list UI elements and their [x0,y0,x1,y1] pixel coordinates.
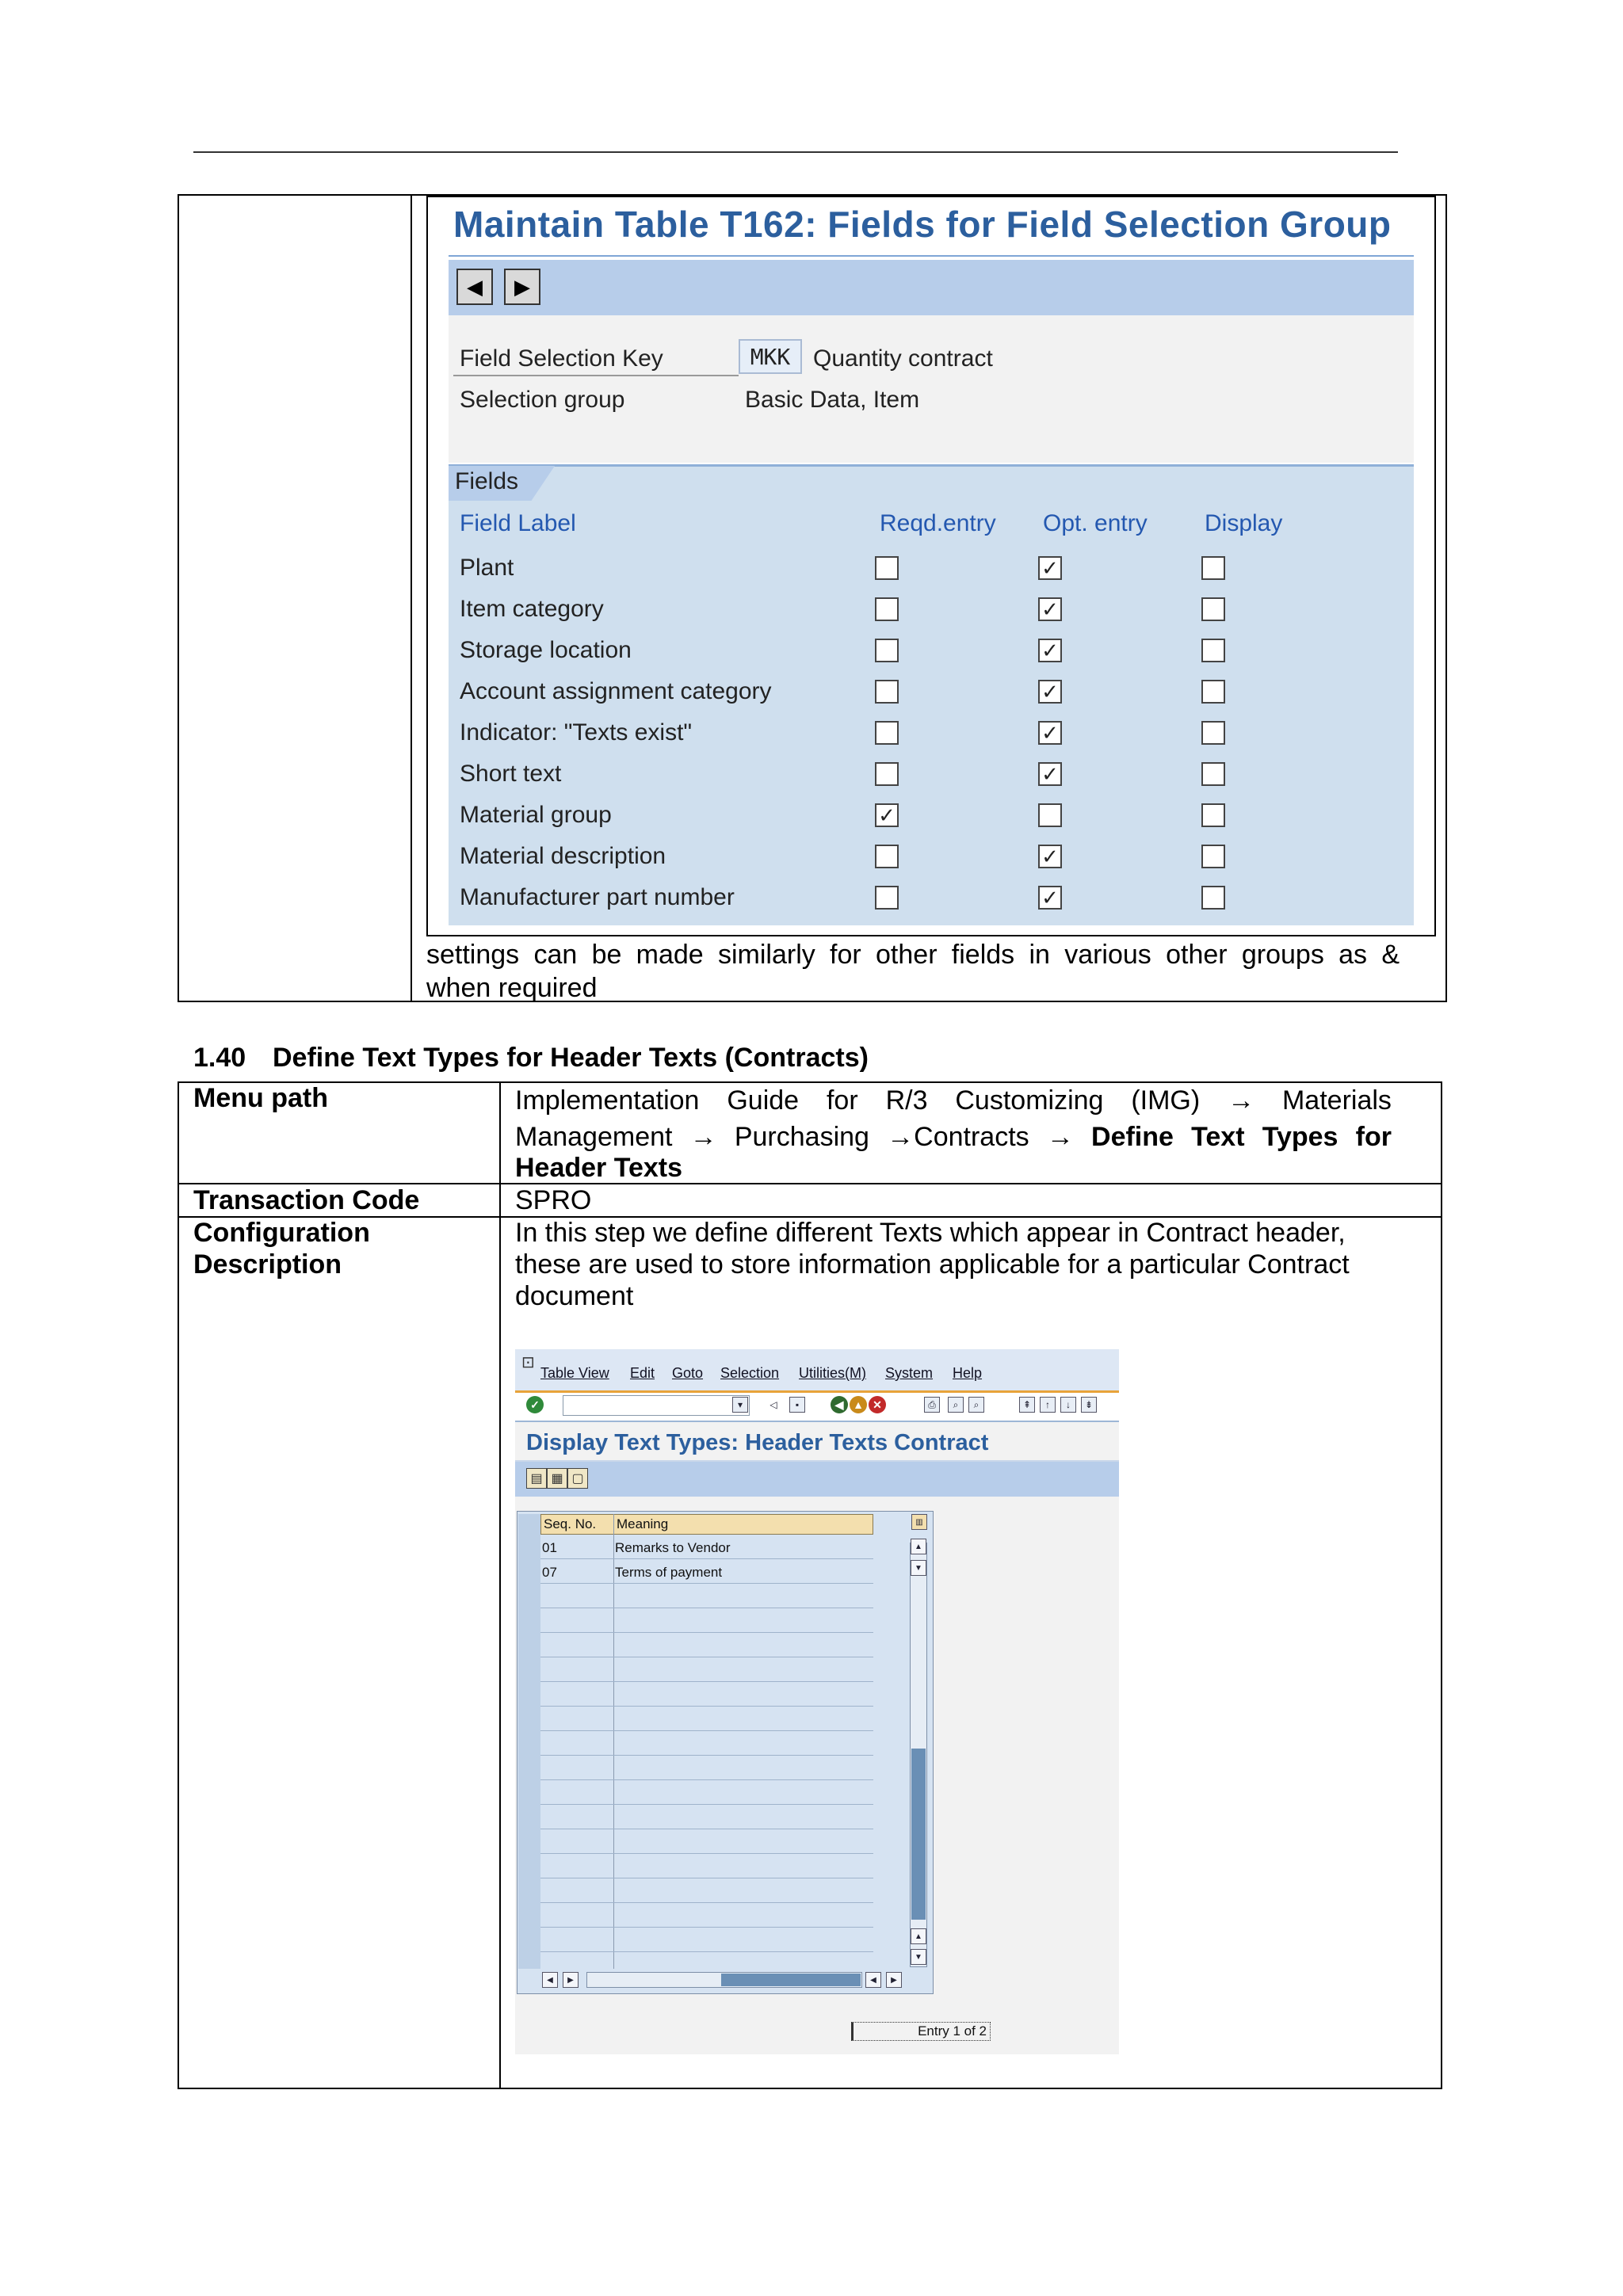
menu-path-word: Materials [1281,1085,1392,1116]
menu-path-word: (IMG) [1131,1085,1201,1116]
row-selector-column[interactable] [518,1514,540,1969]
deselect-all-icon[interactable]: ▢ [567,1468,588,1489]
checkbox-display[interactable] [1201,639,1225,662]
menu-path-word: Customizing [955,1085,1104,1116]
grid-header-meaning[interactable]: Meaning [617,1516,669,1531]
save-icon[interactable]: ▪ [789,1397,805,1413]
field-row-label: Account assignment category [460,678,772,704]
grid-row-line [540,1755,873,1756]
menu-path-line-3: Header Texts [515,1153,683,1183]
select-all-icon[interactable]: ▦ [547,1468,567,1489]
menu-table-view[interactable]: Table View [540,1365,609,1381]
screen-title: Maintain Table T162: Fields for Field Selection Group [453,204,1392,245]
menu-path-word: for [826,1085,858,1116]
menu-path-word: for [1355,1122,1392,1152]
table-column-divider [411,194,412,1002]
checkbox-reqd[interactable] [875,762,899,786]
checkbox-display[interactable] [1201,556,1225,580]
checkbox-opt[interactable]: ✓ [1038,845,1062,868]
command-field[interactable] [563,1395,750,1416]
field-selection-key-label: Field Selection Key [460,345,663,372]
grid-row-line [540,1632,873,1633]
checkbox-reqd[interactable] [875,721,899,745]
grid-row-line [540,1730,873,1731]
checkbox-opt[interactable]: ✓ [1038,721,1062,745]
menu-edit[interactable]: Edit [630,1365,655,1381]
checkbox-display[interactable] [1201,803,1225,827]
menu-path-word: → [1228,1085,1255,1116]
back-icon[interactable]: ◀ [831,1396,848,1413]
grid-row-line [540,1558,873,1559]
last-page-icon[interactable]: ⇟ [1081,1397,1097,1413]
checkbox-opt[interactable]: ✓ [1038,680,1062,704]
field-row-label: Indicator: "Texts exist" [460,719,693,746]
horizontal-scroll-thumb[interactable] [721,1974,861,1986]
menu-path-label: Menu path [193,1083,328,1113]
menu-path-word: Guide [727,1085,800,1116]
column-header-field-label: Field Label [460,510,576,536]
cancel-icon[interactable]: ✕ [869,1396,886,1413]
checkbox-reqd[interactable] [875,556,899,580]
grid-row-line [540,1853,873,1854]
entry-position-field[interactable]: Entry 1 of 2 [851,2022,991,2041]
scroll-right-icon[interactable]: ▶ [563,1972,579,1988]
grid-cell-seq[interactable]: 01 [542,1540,557,1555]
fields-tab-label[interactable]: Fields [455,468,519,494]
section-number: 1.40 [193,1043,246,1073]
previous-entry-button[interactable] [456,269,493,305]
grid-row-line [540,1902,873,1903]
section-title: Define Text Types for Header Texts (Contracts) [273,1043,869,1073]
back-arrow-small-icon[interactable]: ◁ [769,1399,777,1410]
field-row-label: Material group [460,802,612,828]
grid-row-line [540,1804,873,1805]
menu-path-line-2 [515,1119,1392,1155]
config-desc-line-3: document [515,1281,634,1311]
checkbox-reqd[interactable] [875,845,899,868]
config-desc-line-1: In this step we define different Texts which appear in Contract header, [515,1218,1346,1248]
scroll-far-left-icon[interactable]: ◀ [865,1972,881,1988]
note-line-1: settings can be made similarly for other fields in various other groups as & [426,940,1400,970]
menu-path-word: R/3 [885,1085,928,1116]
checkbox-display[interactable] [1201,597,1225,621]
grid-cell-meaning[interactable]: Terms of payment [615,1565,723,1580]
previous-page-icon[interactable]: ↑ [1040,1397,1056,1413]
grid-row-line [540,1927,873,1928]
command-dropdown-icon[interactable]: ▾ [732,1397,748,1413]
grid-row-line [540,1779,873,1780]
field-row-label: Storage location [460,637,632,663]
enter-icon[interactable]: ✓ [526,1396,544,1413]
table-column-divider [499,1081,501,2089]
menu-goto[interactable]: Goto [672,1365,704,1381]
grid-header-seq-no[interactable]: Seq. No. [544,1516,597,1531]
checkbox-display[interactable] [1201,721,1225,745]
grid-row-line [540,1951,873,1952]
menu-system[interactable]: System [885,1365,934,1381]
arrow-left-icon: ◀ [467,274,483,299]
details-icon[interactable]: ▤ [526,1468,547,1489]
checkbox-reqd[interactable] [875,680,899,704]
field-row-label: Short text [460,761,562,787]
configuration-label-line-1: Configuration [193,1218,370,1248]
menu-path-word: Types [1262,1122,1338,1152]
field-row-label: Plant [460,555,514,581]
next-page-icon[interactable]: ↓ [1060,1397,1076,1413]
scroll-far-right-icon[interactable]: ▶ [886,1972,902,1988]
section-heading [193,1043,869,1074]
menu-path-word: →Contracts [887,1122,1029,1152]
scroll-left-icon[interactable]: ◀ [542,1972,558,1988]
application-toolbar [449,260,1414,315]
find-icon[interactable]: ⌕ [948,1397,964,1413]
configuration-label-line-2: Description [193,1249,342,1280]
selection-group-value: Basic Data, Item [745,387,920,413]
checkbox-reqd[interactable] [875,886,899,910]
menu-help[interactable]: Help [953,1365,983,1381]
configuration-description [515,1217,1434,1312]
title-underline [449,255,1414,257]
checkbox-reqd[interactable]: ✓ [875,803,899,827]
checkbox-display[interactable] [1201,762,1225,786]
checkbox-reqd[interactable] [875,639,899,662]
checkbox-opt[interactable] [1038,803,1062,827]
menu-path-word: → [1046,1122,1074,1152]
scroll-up-icon[interactable]: ▲ [911,1539,926,1554]
grid-cell-meaning[interactable]: Remarks to Vendor [615,1540,731,1555]
find-next-icon[interactable]: ⌕ [968,1397,984,1413]
grid-row-line [540,1681,873,1682]
grid-row-line [540,1706,873,1707]
menu-path-word: → [689,1122,717,1152]
page-header-rule [193,151,1398,153]
column-settings-icon[interactable]: ▥ [911,1514,927,1530]
screen-title: Display Text Types: Header Texts Contract [526,1430,989,1455]
column-header-display: Display [1205,510,1283,536]
menu-path-word: Management [515,1122,673,1152]
configuration-label [193,1217,370,1280]
selection-group-label: Selection group [460,387,625,413]
transaction-code-value: SPRO [515,1185,592,1215]
checkbox-opt[interactable]: ✓ [1038,597,1062,621]
transaction-code-label: Transaction Code [193,1185,420,1215]
note-line-2: when required [426,973,598,1003]
print-icon[interactable]: ⎙ [924,1397,940,1413]
scroll-down-icon[interactable]: ▼ [911,1560,926,1576]
field-row-label: Manufacturer part number [460,884,735,910]
menu-path-word: Purchasing [734,1122,869,1152]
grid-cell-seq[interactable]: 07 [542,1565,557,1580]
checkbox-opt[interactable]: ✓ [1038,886,1062,910]
checkbox-display[interactable] [1201,680,1225,704]
field-selection-key-text: Quantity contract [813,345,993,372]
application-toolbar [515,1462,1119,1497]
menu-path-word: Text [1191,1122,1245,1152]
checkbox-display[interactable] [1201,845,1225,868]
grid-row-line [540,1583,873,1584]
checkbox-reqd[interactable] [875,597,899,621]
vertical-scroll-thumb[interactable] [911,1749,926,1920]
page-down-icon[interactable]: ▼ [911,1949,926,1965]
menu-path-word: Define [1091,1122,1174,1152]
checkbox-display[interactable] [1201,886,1225,910]
field-row-label: Item category [460,596,604,622]
first-page-icon[interactable]: ⇞ [1019,1397,1035,1413]
column-header-reqd-entry: Reqd.entry [880,510,996,536]
menu-utilities[interactable]: Utilities(M) [799,1365,866,1381]
checkbox-opt[interactable]: ✓ [1038,639,1062,662]
label-underline [453,375,739,376]
checkbox-opt[interactable]: ✓ [1038,556,1062,580]
menu-path-line-1 [515,1082,1392,1119]
fields-tab-line [449,464,1414,467]
settings-note [426,938,1400,1005]
window-menu-icon[interactable]: ⊡ [521,1354,535,1371]
page-up-icon[interactable]: ▲ [911,1928,926,1944]
config-desc-line-2: these are used to store information applicable for a particular Contract [515,1249,1350,1280]
field-row-label: Material description [460,843,666,869]
column-header-opt-entry: Opt. entry [1043,510,1148,536]
arrow-right-icon: ▶ [514,274,530,299]
menu-selection[interactable]: Selection [720,1365,780,1381]
checkbox-opt[interactable]: ✓ [1038,762,1062,786]
field-selection-key-input[interactable]: MKK [739,339,802,374]
menu-path-word: Implementation [515,1085,700,1116]
exit-icon[interactable]: ▲ [850,1396,867,1413]
next-entry-button[interactable] [504,269,540,305]
